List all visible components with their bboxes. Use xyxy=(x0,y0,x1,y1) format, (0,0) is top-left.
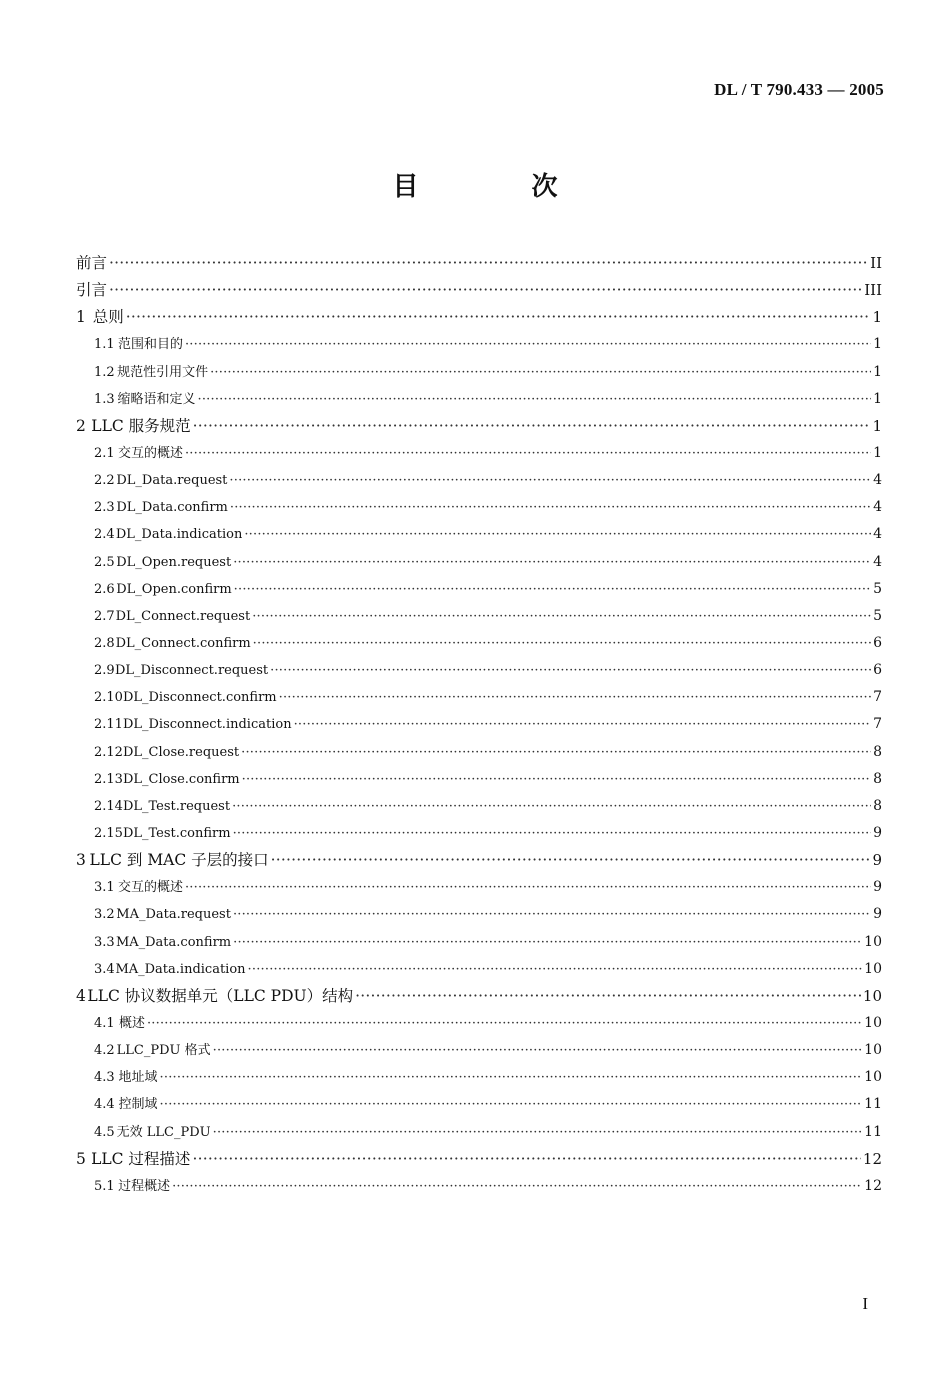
toc-entry-number: 2.8 xyxy=(94,635,115,651)
toc-entry[interactable] xyxy=(76,956,882,983)
dot-leader xyxy=(126,304,871,331)
toc-entry-page: 10 xyxy=(864,960,882,977)
toc-entry-title: LLC 到 MAC 子层的接口 xyxy=(89,851,269,870)
toc-entry-page: 4 xyxy=(873,472,882,489)
toc-entry-page: 4 xyxy=(873,526,882,543)
toc-entry-title: 缩略语和定义 xyxy=(117,391,196,407)
toc-entry-page: 11 xyxy=(864,1123,882,1140)
toc-entry-title: LLC 服务规范 xyxy=(91,416,191,435)
dot-leader xyxy=(234,576,871,603)
toc-entry-title: LLC_PDU 格式 xyxy=(116,1043,211,1059)
toc-entry-number: 2.4 xyxy=(94,527,115,543)
toc-entry-page: 11 xyxy=(864,1096,882,1113)
toc-entry-page: 12 xyxy=(862,1149,882,1168)
toc-entry-title: MA_Data.request xyxy=(116,907,231,923)
toc-entry-page: 6 xyxy=(873,634,882,651)
page-title: 目 次 xyxy=(392,172,610,202)
toc-entry[interactable] xyxy=(76,901,882,928)
toc-entry-number: 2.10 xyxy=(94,690,123,706)
toc-entry-number: 1.2 xyxy=(94,364,115,380)
page-number: I xyxy=(862,1294,868,1313)
dot-leader xyxy=(160,1064,863,1091)
toc-entry-title: 前言 xyxy=(76,254,108,272)
toc-entry[interactable] xyxy=(76,521,882,548)
toc-entry[interactable] xyxy=(76,359,882,386)
toc-entry[interactable] xyxy=(76,874,882,901)
toc-entry-title: DL_Open.request xyxy=(116,554,232,570)
toc-entry-title: DL_Disconnect.confirm xyxy=(122,690,277,706)
toc-entry-title: 范围和目的 xyxy=(117,337,183,353)
dot-leader xyxy=(229,467,871,494)
toc-entry[interactable] xyxy=(76,467,882,494)
dot-leader xyxy=(213,1119,863,1146)
toc-entry-number: 3 xyxy=(76,851,86,870)
toc-entry[interactable] xyxy=(76,277,882,304)
toc-entry-title: DL_Test.confirm xyxy=(122,825,231,841)
toc-entry[interactable] xyxy=(76,820,882,847)
dot-leader xyxy=(242,766,871,793)
toc-entry-title: 总则 xyxy=(92,308,124,327)
toc-entry[interactable] xyxy=(76,630,882,657)
toc-entry-number: 5.1 xyxy=(94,1178,115,1194)
toc-entry-page: 8 xyxy=(873,743,882,760)
toc-entry-number: 1 xyxy=(76,308,86,327)
toc-entry-title: DL_Data.request xyxy=(116,473,228,489)
toc-entry[interactable] xyxy=(76,1119,882,1146)
toc-entry-title: LLC 协议数据单元（LLC PDU）结构 xyxy=(87,986,354,1005)
toc-entry[interactable] xyxy=(76,576,882,603)
toc-entry-page: 1 xyxy=(873,444,882,461)
toc-entry-number: 3.3 xyxy=(94,934,115,950)
toc-entry-page: 9 xyxy=(873,879,882,896)
toc-entry-number: 1.3 xyxy=(94,391,115,407)
toc-entry-title: 交互的概述 xyxy=(117,880,183,896)
toc-entry-number: 2.11 xyxy=(94,717,123,733)
toc-entry-title: MA_Data.confirm xyxy=(115,934,232,950)
dot-leader xyxy=(252,603,871,630)
toc-entry-number: 4.1 xyxy=(94,1015,115,1031)
toc-entry-number: 2.13 xyxy=(94,771,123,787)
toc-entry-page: 1 xyxy=(873,390,882,407)
dot-leader xyxy=(232,793,871,820)
dot-leader xyxy=(109,250,868,277)
toc-entry[interactable] xyxy=(76,494,882,521)
toc-entry-number: 2.5 xyxy=(94,554,115,570)
toc-entry-number: 4.4 xyxy=(94,1097,115,1113)
toc-entry[interactable] xyxy=(76,413,882,440)
toc-entry[interactable] xyxy=(76,440,882,467)
toc-entry-title: DL_Disconnect.indication xyxy=(122,717,292,733)
dot-leader xyxy=(160,1091,863,1118)
toc-entry[interactable] xyxy=(76,549,882,576)
toc-entry-page: 5 xyxy=(873,580,882,597)
toc-entry[interactable] xyxy=(76,739,882,766)
toc-entry-page: 4 xyxy=(873,499,882,516)
toc-entry[interactable] xyxy=(76,929,882,956)
toc-entry[interactable] xyxy=(76,793,882,820)
dot-leader xyxy=(185,874,871,901)
toc-entry[interactable] xyxy=(76,1010,882,1037)
toc-entry-page: 8 xyxy=(873,797,882,814)
toc-entry-title: 规范性引用文件 xyxy=(117,364,209,380)
toc-entry-title: 交互的概述 xyxy=(117,445,183,461)
dot-leader xyxy=(185,331,871,358)
dot-leader xyxy=(241,739,871,766)
toc-entry-title: DL_Open.confirm xyxy=(116,581,232,597)
toc-entry-page: III xyxy=(864,281,882,300)
toc-entry-title: 控制域 xyxy=(118,1097,158,1113)
toc-entry-number: 1.1 xyxy=(94,337,115,353)
dot-leader xyxy=(233,901,871,928)
table-of-contents xyxy=(76,250,882,1200)
toc-entry-number: 4.5 xyxy=(94,1124,115,1140)
toc-entry-page: 7 xyxy=(873,716,882,733)
toc-entry-number: 2.1 xyxy=(94,445,115,461)
toc-entry-title: 无效 LLC_PDU xyxy=(116,1124,211,1140)
toc-entry-number: 3.1 xyxy=(94,880,115,896)
toc-entry[interactable] xyxy=(76,1091,882,1118)
dot-leader xyxy=(271,847,871,874)
toc-entry-title: DL_Connect.confirm xyxy=(115,635,251,651)
toc-entry-title: 概述 xyxy=(118,1015,145,1031)
document-code: DL / T 790.433 — 2005 xyxy=(714,80,884,99)
dot-leader xyxy=(213,1037,863,1064)
toc-entry[interactable] xyxy=(76,766,882,793)
dot-leader xyxy=(279,684,871,711)
toc-entry[interactable] xyxy=(76,304,882,331)
toc-entry-title: DL_Close.confirm xyxy=(122,771,240,787)
toc-entry-number: 4.3 xyxy=(94,1070,115,1086)
toc-entry-number: 2.7 xyxy=(94,608,115,624)
dot-leader xyxy=(253,630,871,657)
toc-entry-number: 2.12 xyxy=(94,744,123,760)
dot-leader xyxy=(192,1146,860,1173)
toc-entry-page: 1 xyxy=(872,416,882,435)
dot-leader xyxy=(233,820,871,847)
dot-leader xyxy=(244,521,871,548)
toc-entry-number: 2.2 xyxy=(94,473,115,489)
dot-leader xyxy=(147,1010,862,1037)
toc-entry-title: LLC 过程描述 xyxy=(91,1149,191,1168)
toc-entry[interactable] xyxy=(76,1173,882,1200)
toc-entry-title: DL_Close.request xyxy=(122,744,240,760)
toc-entry[interactable] xyxy=(76,684,882,711)
toc-entry[interactable] xyxy=(76,386,882,413)
toc-entry-title: DL_Data.confirm xyxy=(116,500,228,516)
toc-entry-page: 12 xyxy=(864,1177,882,1194)
dot-leader xyxy=(193,413,871,440)
toc-entry-number: 2.14 xyxy=(94,798,123,814)
toc-entry-page: 4 xyxy=(873,553,882,570)
toc-entry-page: 10 xyxy=(864,1042,882,1059)
toc-entry-number: 3.4 xyxy=(94,961,115,977)
dot-leader xyxy=(294,711,872,738)
toc-entry-page: 5 xyxy=(873,607,882,624)
toc-entry-title: DL_Data.indication xyxy=(115,527,243,543)
dot-leader xyxy=(248,956,863,983)
toc-entry-page: 10 xyxy=(862,986,882,1005)
dot-leader xyxy=(185,440,871,467)
dot-leader xyxy=(210,359,871,386)
dot-leader xyxy=(270,657,871,684)
dot-leader xyxy=(198,386,872,413)
toc-entry-number: 4.2 xyxy=(94,1043,115,1059)
dot-leader xyxy=(233,549,871,576)
toc-entry[interactable] xyxy=(76,657,882,684)
toc-entry-page: 9 xyxy=(873,906,882,923)
toc-entry[interactable] xyxy=(76,331,882,358)
toc-entry[interactable] xyxy=(76,603,882,630)
toc-entry[interactable] xyxy=(76,250,882,277)
toc-entry-page: 8 xyxy=(873,770,882,787)
toc-entry-title: 引言 xyxy=(76,281,108,300)
toc-entry-page: 9 xyxy=(872,851,882,870)
toc-entry-page: 1 xyxy=(872,308,882,327)
toc-entry[interactable] xyxy=(76,1146,882,1173)
dot-leader xyxy=(109,277,862,304)
toc-entry-title: 地址域 xyxy=(118,1070,158,1086)
dot-leader xyxy=(233,929,862,956)
toc-entry-number: 5 xyxy=(76,1149,86,1168)
toc-entry-number: 3.2 xyxy=(94,907,115,923)
toc-entry-title: 过程概述 xyxy=(118,1178,171,1194)
dot-leader xyxy=(230,494,871,521)
toc-entry-number: 2.3 xyxy=(94,500,115,516)
toc-entry-page: 10 xyxy=(864,1014,882,1031)
toc-entry-number: 2.9 xyxy=(94,663,115,679)
toc-entry-title: DL_Disconnect.request xyxy=(114,663,269,679)
toc-entry[interactable] xyxy=(76,1064,882,1091)
toc-entry-number: 2.15 xyxy=(94,825,123,841)
toc-entry-title: MA_Data.indication xyxy=(115,961,246,977)
toc-entry-page: 9 xyxy=(873,824,882,841)
toc-entry-number: 2 xyxy=(76,416,86,435)
toc-entry-page: 6 xyxy=(873,662,882,679)
toc-entry-title: DL_Test.request xyxy=(122,798,231,814)
toc-entry-number: 4 xyxy=(76,986,86,1005)
toc-entry-number: 2.6 xyxy=(94,581,115,597)
toc-entry-page: 10 xyxy=(864,933,882,950)
toc-entry[interactable] xyxy=(76,983,882,1010)
toc-entry[interactable] xyxy=(76,1037,882,1064)
toc-entry-page: 7 xyxy=(873,689,882,706)
dot-leader xyxy=(355,983,861,1010)
toc-entry-page: 1 xyxy=(873,336,882,353)
toc-entry-page: 1 xyxy=(873,363,882,380)
dot-leader xyxy=(172,1173,862,1200)
toc-entry-page: II xyxy=(870,254,882,272)
toc-entry-page: 10 xyxy=(864,1069,882,1086)
toc-entry-title: DL_Connect.request xyxy=(115,608,251,624)
toc-entry[interactable] xyxy=(76,711,882,738)
toc-entry[interactable] xyxy=(76,847,882,874)
